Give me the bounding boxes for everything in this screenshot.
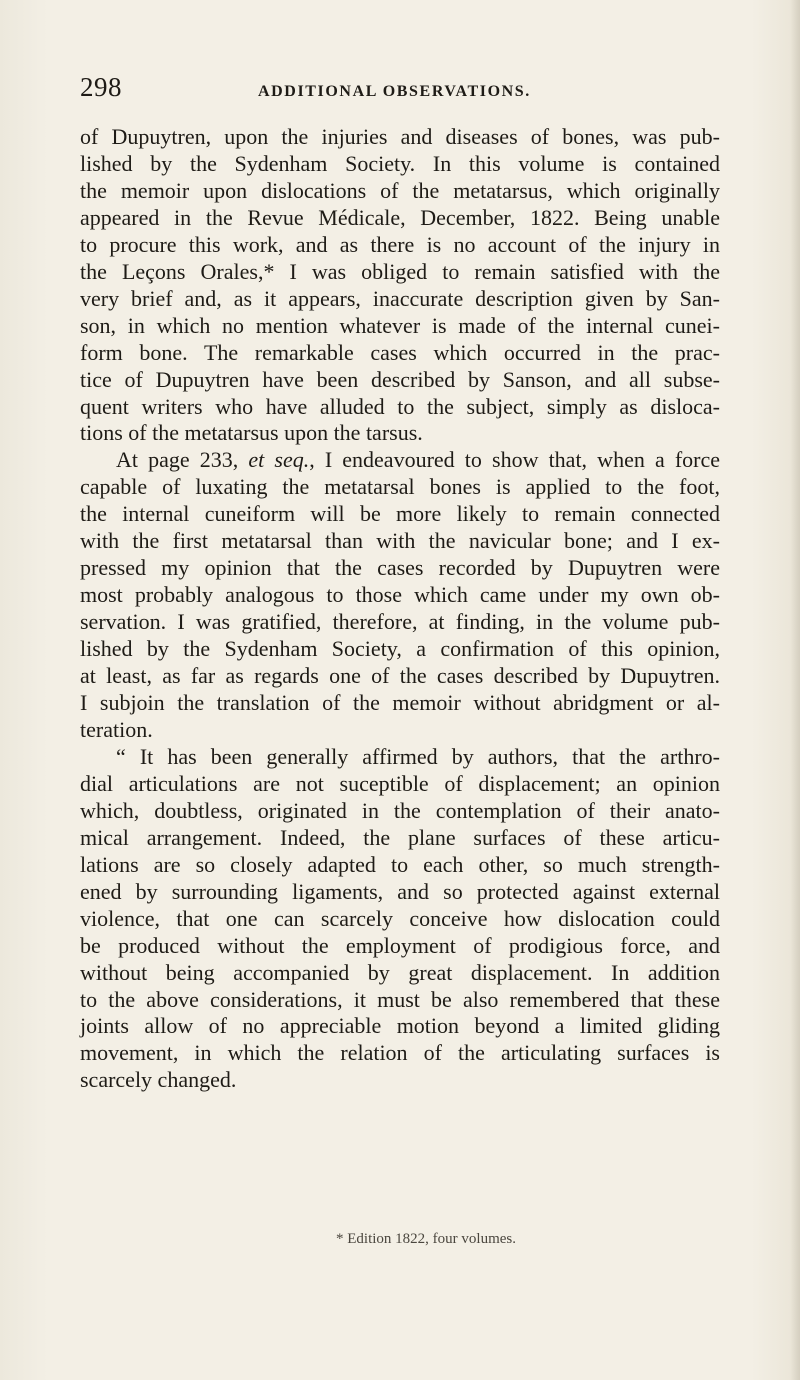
text-line: lished by the Sydenham Society, a confirmation of this opinion, (80, 636, 720, 662)
footnote: * Edition 1822, four volumes. (336, 1231, 516, 1247)
text-line: son, in which no mention whatever is made of the internal cunei- (80, 312, 720, 338)
text-line: capable of luxating the metatarsal bones is applied to the foot, (80, 474, 720, 500)
text-line: pressed my opinion that the cases recorded by Dupuytren were (80, 555, 720, 581)
page-edge-shadow (790, 0, 800, 1380)
text-line: lished by the Sydenham Society. In this volume is contained (80, 150, 720, 176)
paragraph-3 (80, 744, 720, 1094)
running-head: ADDITIONAL OBSERVATIONS. (258, 83, 531, 100)
paragraph-2 (80, 447, 720, 743)
text-line: at least, as far as regards one of the cases described by Dupuytren. (80, 663, 720, 689)
text-line: most probably analogous to those which came under my own ob- (80, 582, 720, 608)
text-line: which, doubtless, originated in the contemplation of their anato- (80, 797, 720, 823)
text-line: I subjoin the translation of the memoir without abridgment or al- (80, 690, 720, 716)
text-line-last: teration. (80, 716, 153, 742)
text-line: the Leçons Orales,* I was obliged to remain satisfied with the (80, 258, 720, 284)
text-line-last: scarcely changed. (80, 1067, 237, 1093)
text-line: to the above considerations, it must be also remembered that these (80, 986, 720, 1012)
paragraph-1 (80, 124, 720, 447)
text-line: be produced without the employment of prodigious force, and (80, 932, 720, 958)
text-line: tice of Dupuytren have been described by Sanson, and all subse- (80, 366, 720, 392)
text-line: without being accompanied by great displacement. In addition (80, 959, 720, 985)
text-run: , I endeavoured to show that, when a force (309, 447, 721, 473)
italic-text: et seq. (248, 447, 310, 473)
text-line: servation. I was gratified, therefore, at finding, in the volume pub- (80, 609, 720, 635)
text-line: of Dupuytren, upon the injuries and diseases of bones, was pub- (80, 124, 720, 149)
text-line: joints allow of no appreciable motion beyond a limited gliding (80, 1013, 720, 1039)
text-line: appeared in the Revue Médicale, December, 1822. Being unable (80, 204, 720, 230)
text-line: the internal cuneiform will be more likely to remain connected (80, 501, 720, 527)
text-line: violence, that one can scarcely conceive how dislocation could (80, 905, 720, 931)
text-line: lations are so closely adapted to each other, so much strength- (80, 851, 720, 877)
text-line: mical arrangement. Indeed, the plane surfaces of these articu- (80, 824, 720, 850)
text-line-last: tions of the metatarsus upon the tarsus. (80, 420, 423, 446)
text-line: dial articulations are not suceptible of displacement; an opinion (80, 770, 720, 796)
text-run: At page 233, (116, 447, 249, 473)
text-line: to procure this work, and as there is no account of the injury in (80, 231, 720, 257)
page-number: 298 (80, 72, 122, 102)
page-header (80, 72, 720, 112)
text-line: very brief and, as it appears, inaccurate description given by San- (80, 285, 720, 311)
text-line-first (80, 447, 720, 474)
text-line: quent writers who have alluded to the subject, simply as disloca- (80, 393, 720, 419)
text-line: with the first metatarsal than with the navicular bone; and I ex- (80, 528, 720, 554)
text-line-first: “ It has been generally affirmed by authors, that the arthro- (116, 743, 720, 769)
text-line: movement, in which the relation of the articulating surfaces is (80, 1040, 720, 1066)
text-line: form bone. The remarkable cases which occurred in the prac- (80, 339, 720, 365)
body-text (80, 124, 720, 1094)
text-line: the memoir upon dislocations of the metatarsus, which originally (80, 177, 720, 203)
text-line: ened by surrounding ligaments, and so protected against external (80, 878, 720, 904)
